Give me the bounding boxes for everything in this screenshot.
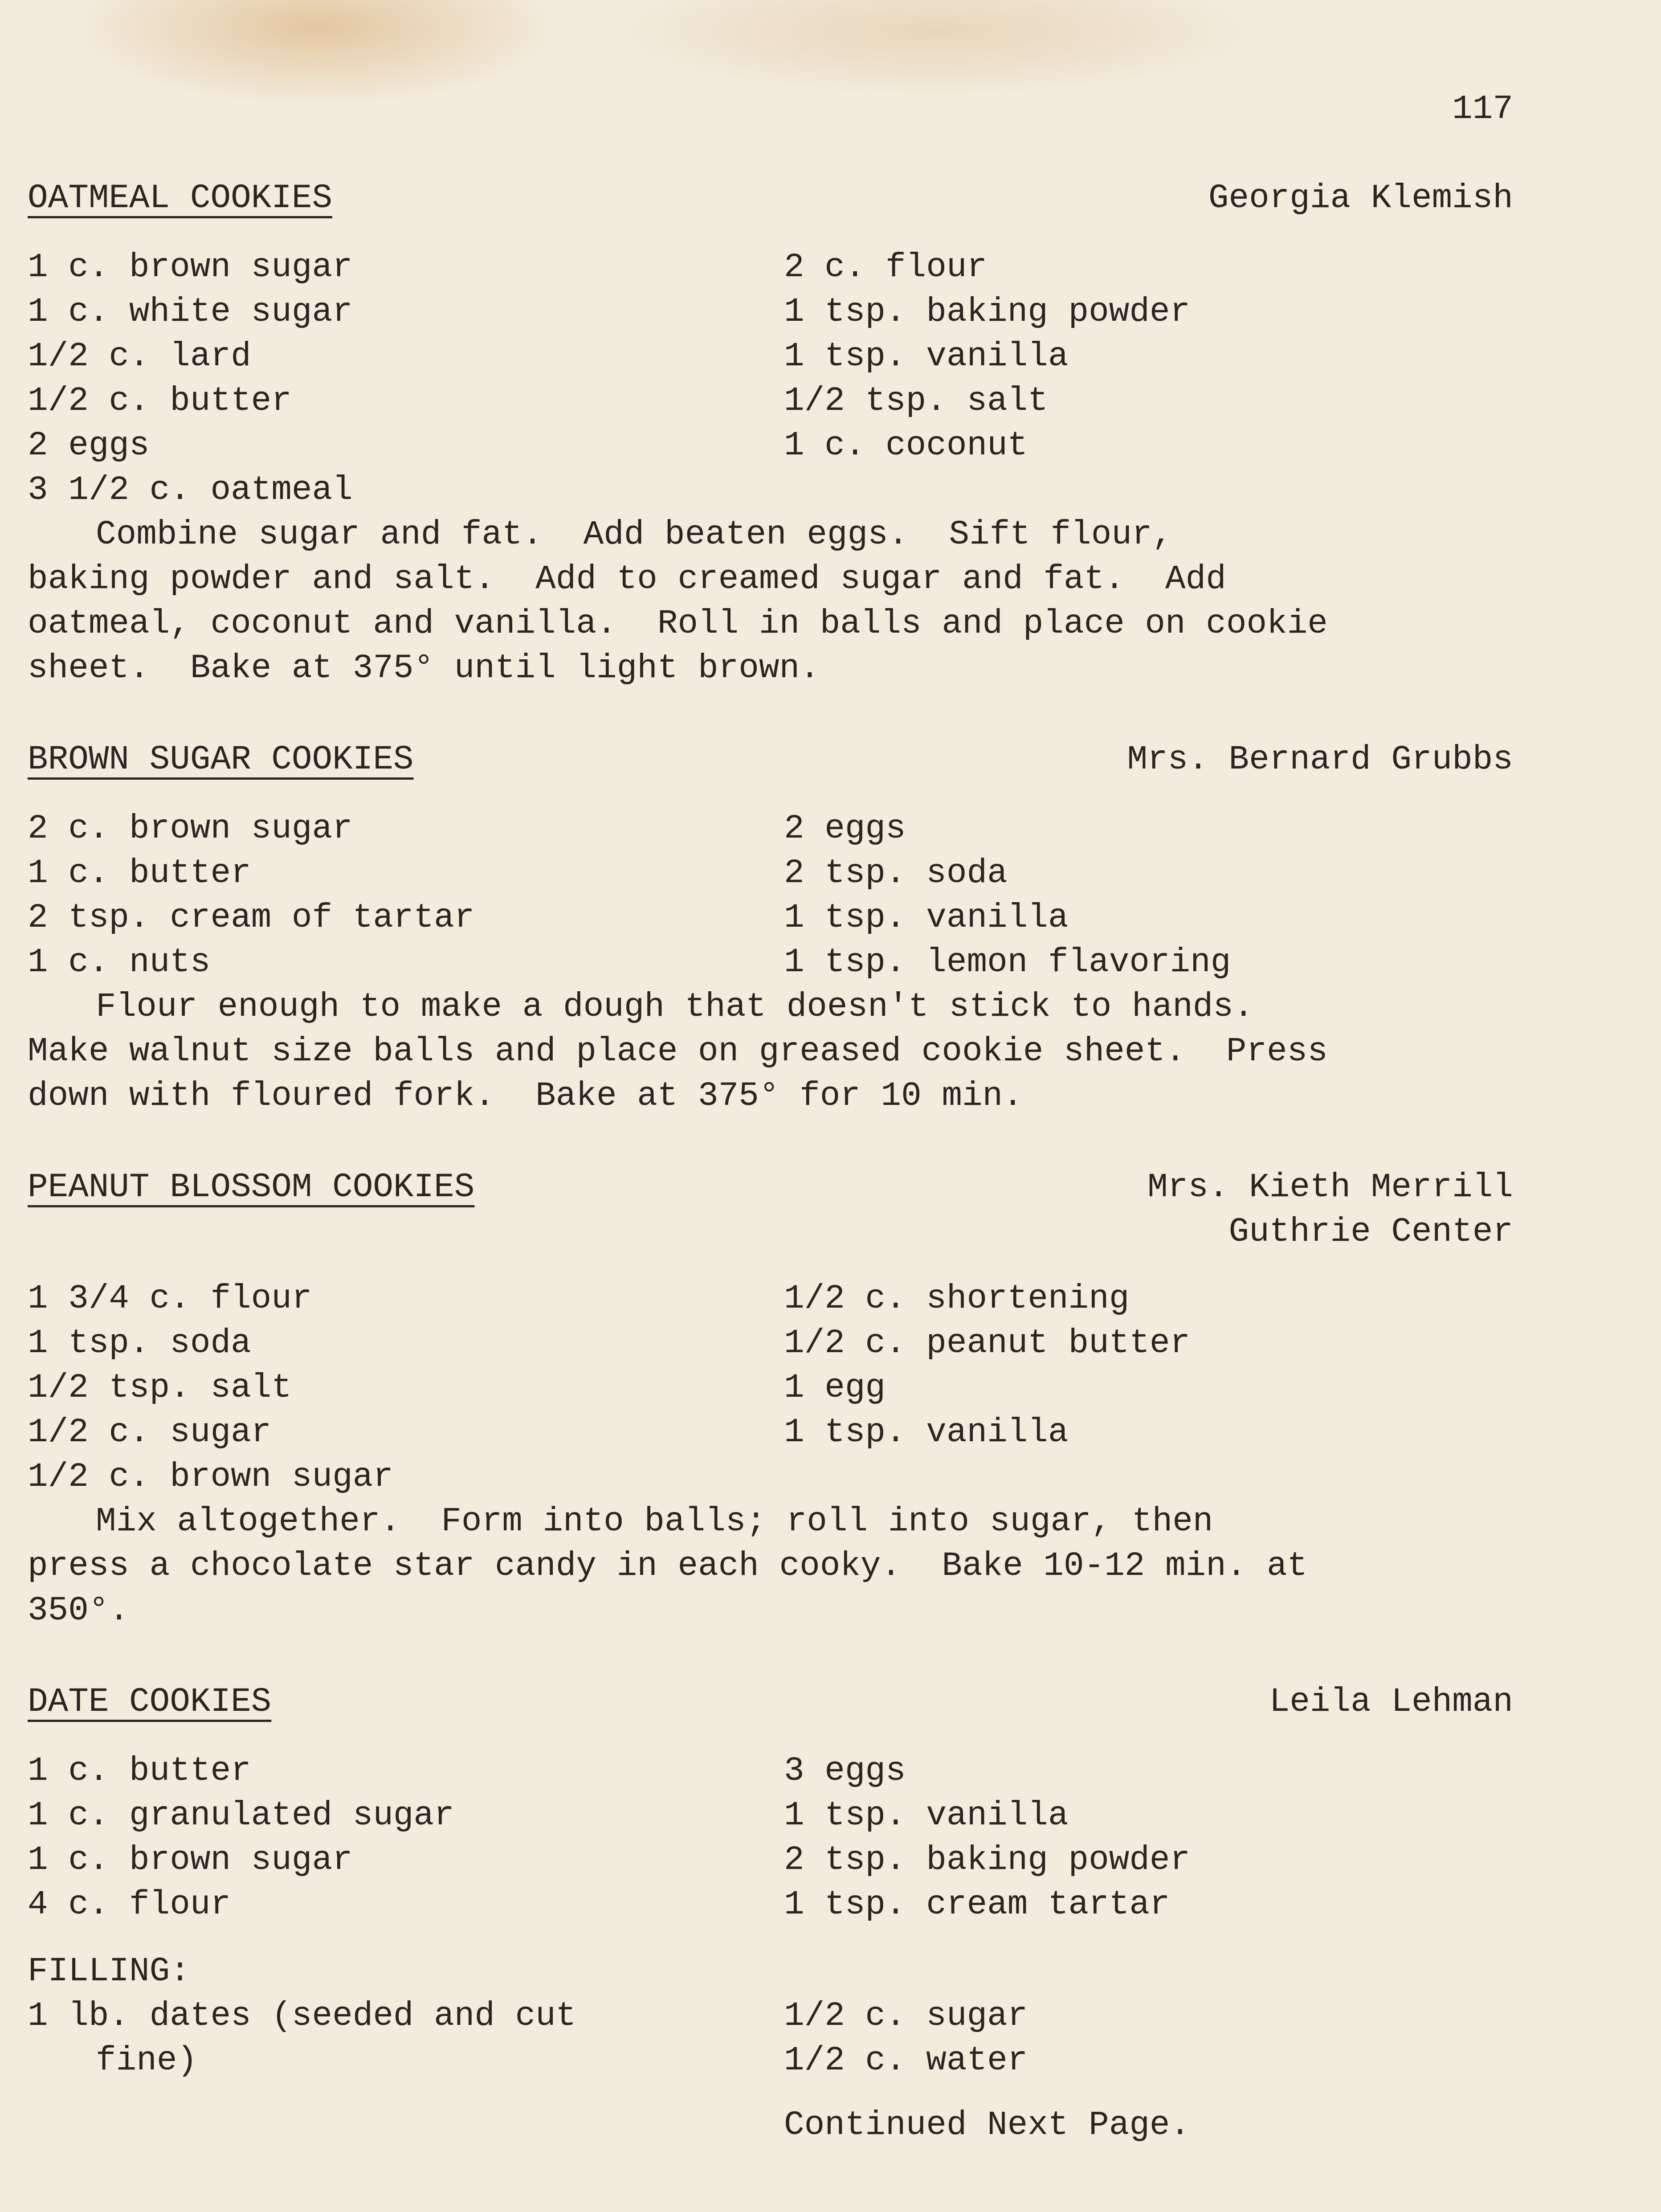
ingredient: fine) [96,2041,198,2080]
directions-line: 350°. [28,1591,130,1630]
recipe-author: Mrs. Bernard Grubbs [1127,740,1513,779]
ingredient: 1 tsp. vanilla [784,1413,1069,1451]
ingredient: 2 tsp. soda [784,854,1008,892]
recipe-author: Leila Lehman [1269,1683,1513,1721]
recipe-title: BROWN SUGAR COOKIES [28,740,414,779]
recipe-author: Mrs. Kieth Merrill [1147,1168,1513,1206]
filling-label: FILLING: [28,1952,190,1991]
ingredient: 1 tsp. vanilla [784,899,1069,937]
ingredient: 1 c. brown sugar [28,248,353,286]
directions-line: sheet. Bake at 375° until light brown. [28,649,820,687]
ingredient: 1/2 c. brown sugar [28,1458,393,1496]
directions-line: down with floured fork. Bake at 375° for 10 min. [28,1077,1023,1115]
ingredient: 1 tsp. lemon flavoring [784,943,1231,981]
continued-note: Continued Next Page. [784,2106,1191,2144]
ingredient: 2 eggs [28,426,150,465]
ingredient: 1 tsp. vanilla [784,1796,1069,1835]
directions-line: Mix altogether. Form into balls; roll into sugar, then [96,1502,1213,1541]
ingredient: 2 eggs [784,810,906,848]
directions-line: press a chocolate star candy in each cooky. Bake 10-12 min. at [28,1547,1308,1585]
recipe-title: PEANUT BLOSSOM COOKIES [28,1168,475,1206]
ingredient: 1 3/4 c. flour [28,1280,312,1318]
ingredient: 1 tsp. vanilla [784,337,1069,376]
directions-line: oatmeal, coconut and vanilla. Roll in balls and place on cookie [28,605,1328,643]
ingredient: 2 c. flour [784,248,988,286]
ingredient: 1 lb. dates (seeded and cut [28,1997,576,2035]
ingredient: 1 c. butter [28,854,251,892]
ingredient: 1 tsp. cream tartar [784,1885,1170,1924]
ingredient: 1 c. butter [28,1752,251,1790]
ingredient: 1/2 c. shortening [784,1280,1130,1318]
ingredient: 1/2 c. lard [28,337,251,376]
ingredient: 4 c. flour [28,1885,231,1924]
ingredient: 1/2 c. butter [28,382,292,420]
ingredient: 1 c. white sugar [28,293,353,331]
water-stain [601,0,1269,98]
ingredient: 1/2 c. peanut butter [784,1324,1191,1362]
recipe-title: OATMEAL COOKIES [28,179,333,217]
ingredient: 1 tsp. baking powder [784,293,1191,331]
directions-line: baking powder and salt. Add to creamed sugar and fat. Add [28,560,1226,598]
water-stain [71,0,561,107]
ingredient: 2 tsp. baking powder [784,1841,1191,1879]
ingredient: 3 1/2 c. oatmeal [28,471,353,509]
ingredient: 1 c. nuts [28,943,211,981]
ingredient: 1/2 c. sugar [28,1413,272,1451]
ingredient: 1 c. coconut [784,426,1028,465]
recipe-author: Georgia Klemish [1208,179,1513,217]
ingredient: 1/2 tsp. salt [784,382,1048,420]
directions-line: Flour enough to make a dough that doesn't stick to hands. [96,988,1254,1026]
ingredient: 1 tsp. soda [28,1324,251,1362]
ingredient: 1/2 tsp. salt [28,1369,292,1407]
page-number: 117 [1452,90,1513,128]
recipe-title: DATE COOKIES [28,1683,272,1721]
recipe-author-location: Guthrie Center [1228,1213,1513,1251]
ingredient: 1/2 c. sugar [784,1997,1028,2035]
ingredient: 1/2 c. water [784,2041,1028,2080]
ingredient: 3 eggs [784,1752,906,1790]
ingredient: 2 tsp. cream of tartar [28,899,475,937]
ingredient: 1 c. brown sugar [28,1841,353,1879]
ingredient: 2 c. brown sugar [28,810,353,848]
directions-line: Combine sugar and fat. Add beaten eggs. Sift flour, [96,515,1173,554]
ingredient: 1 c. granulated sugar [28,1796,454,1835]
ingredient: 1 egg [784,1369,886,1407]
directions-line: Make walnut size balls and place on greased cookie sheet. Press [28,1032,1328,1071]
